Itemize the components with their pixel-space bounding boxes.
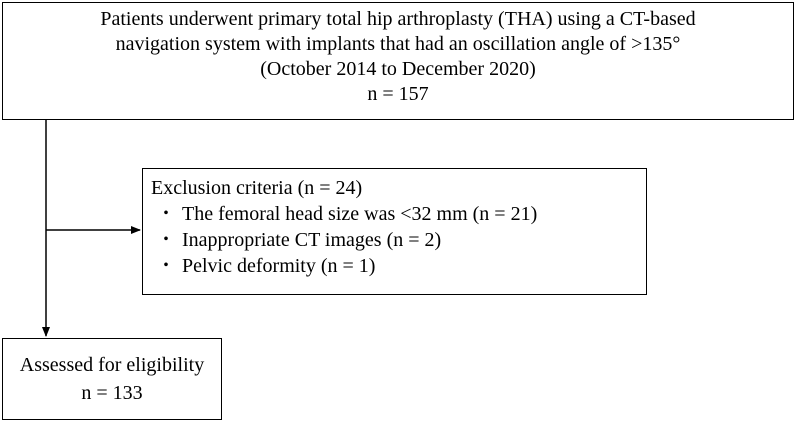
exclusion-title: Exclusion criteria (n = 24) bbox=[151, 177, 363, 199]
enrollment-line-1: Patients underwent primary total hip arthroplasty (THA) using a CT-based bbox=[100, 8, 696, 30]
enrollment-line-2: navigation system with implants that had an oscillation angle of >135° bbox=[115, 33, 681, 55]
enrollment-box bbox=[2, 2, 794, 120]
bullet-icon: ・ bbox=[156, 229, 176, 251]
exclusion-criteria-box bbox=[142, 168, 647, 295]
exclusion-item-label: Inappropriate CT images (n = 2) bbox=[182, 229, 442, 251]
eligibility-count: n = 133 bbox=[81, 382, 143, 404]
bullet-icon: ・ bbox=[156, 255, 176, 277]
exclusion-item-label: The femoral head size was <32 mm (n = 21) bbox=[182, 203, 538, 225]
exclusion-item-femoral-head bbox=[151, 201, 646, 227]
enrollment-period: (October 2014 to December 2020) bbox=[260, 58, 536, 80]
exclusion-item-pelvic-deformity bbox=[151, 253, 646, 279]
exclusion-list bbox=[151, 201, 646, 279]
exclusion-item-label: Pelvic deformity (n = 1) bbox=[182, 255, 376, 277]
bullet-icon: ・ bbox=[156, 203, 176, 225]
eligibility-box bbox=[2, 338, 222, 420]
enrollment-count: n = 157 bbox=[367, 83, 429, 105]
exclusion-item-ct-images bbox=[151, 227, 646, 253]
eligibility-label: Assessed for eligibility bbox=[19, 354, 205, 376]
